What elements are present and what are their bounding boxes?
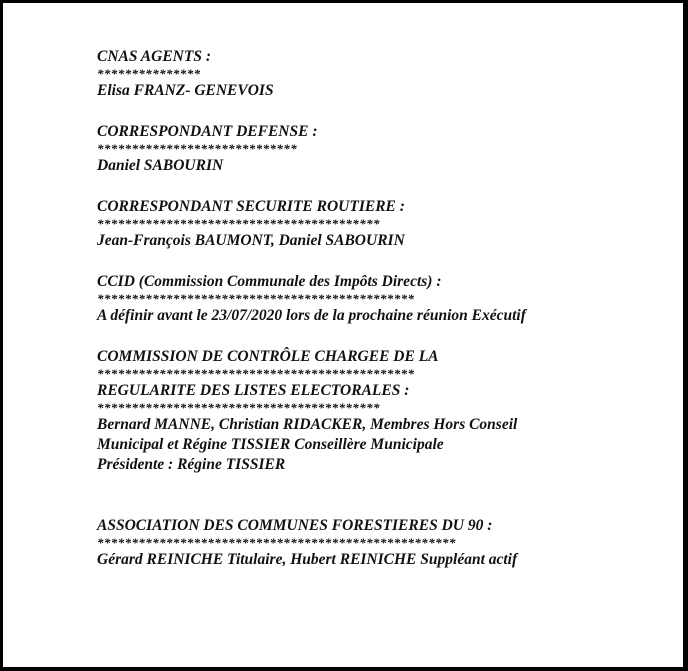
section-correspondant-defense [97,122,677,176]
section-value: Municipal et Régine TISSIER Conseillère Municipale [97,436,444,453]
section-title: CORRESPONDANT DEFENSE : [97,123,318,140]
section-value: Gérard REINICHE Titulaire, Hubert REINICHE Suppléant actif [97,551,518,568]
asterisk-divider: ********************************************** [97,367,415,381]
section-cnas-agents [97,47,677,101]
asterisk-divider: ***************************************** [97,217,380,231]
section-value: Présidente : Régine TISSIER [97,456,286,473]
section-title: CCID (Commission Communale des Impôts Directs) : [97,273,442,290]
asterisk-divider: ***************************** [97,142,298,156]
asterisk-divider: ***************************************** [97,401,380,415]
section-value: Bernard MANNE, Christian RIDACKER, Membres Hors Conseil [97,416,518,433]
section-ccid [97,272,677,326]
document-body [97,47,677,570]
asterisk-divider: ********************************************** [97,292,415,306]
section-value: Daniel SABOURIN [97,157,224,174]
section-securite-routiere [97,197,677,251]
section-value: A définir avant le 23/07/2020 lors de la prochaine réunion Exécutif [97,307,526,324]
spacer [97,176,677,197]
spacer [97,326,677,347]
asterisk-divider: **************************************************** [97,536,456,550]
asterisk-divider: *************** [97,67,201,81]
section-title: CNAS AGENTS : [97,48,211,65]
section-title-continued: REGULARITE DES LISTES ELECTORALES : [97,382,410,399]
spacer [97,101,677,122]
section-title: ASSOCIATION DES COMMUNES FORESTIERES DU 90 : [97,517,493,534]
spacer [97,475,677,516]
section-communes-forestieres [97,516,677,570]
section-value: Elisa FRANZ- GENEVOIS [97,82,274,99]
spacer [97,251,677,272]
section-commission-controle [97,347,677,475]
section-value: Jean-François BAUMONT, Daniel SABOURIN [97,232,405,249]
section-title: COMMISSION DE CONTRÔLE CHARGEE DE LA [97,348,439,365]
section-title: CORRESPONDANT SECURITE ROUTIERE : [97,198,405,215]
